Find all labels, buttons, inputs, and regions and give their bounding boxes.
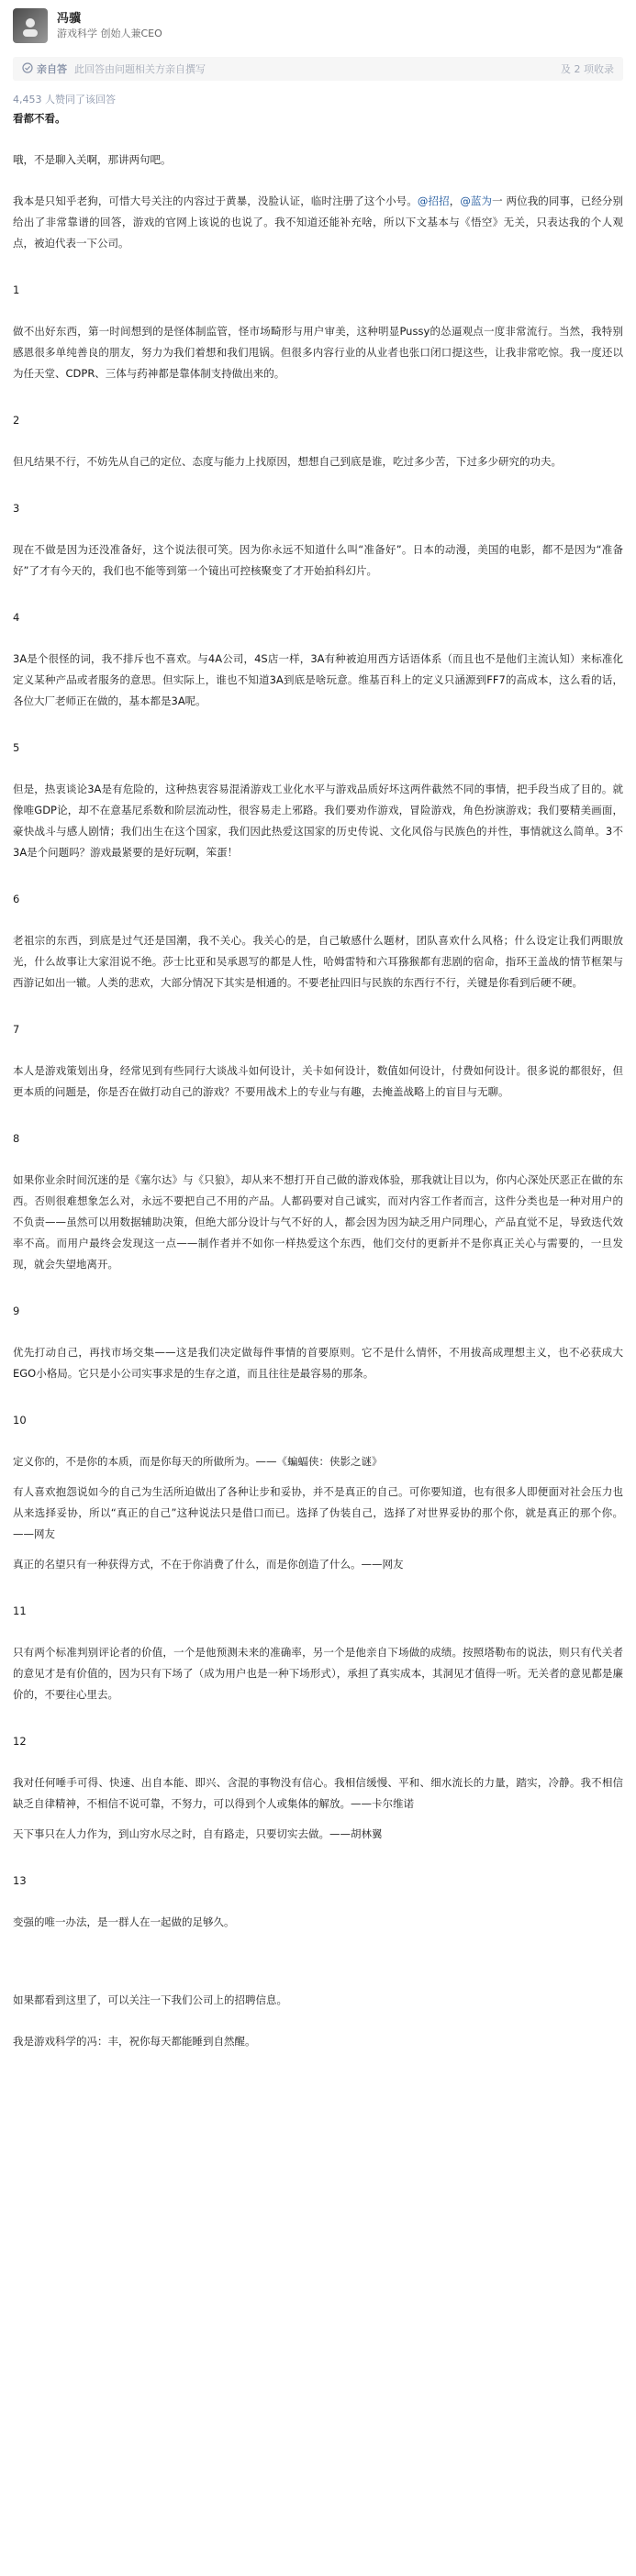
lead-text: 看都不看。 bbox=[13, 112, 66, 125]
section-12-quote-2: 天下事只在人力作为，到山穷水尽之时，自有路走，只要切实去做。——胡林翼 bbox=[13, 1827, 383, 1840]
section-number-3: 3 bbox=[13, 502, 20, 515]
section-13-text: 变强的唯一办法，是一群人在一起做的足够久。 bbox=[13, 1915, 235, 1928]
section-number-10: 10 bbox=[13, 1414, 27, 1427]
author-card bbox=[13, 0, 623, 44]
section-number-13: 13 bbox=[13, 1874, 27, 1887]
badge-icon bbox=[22, 62, 33, 76]
closing-signature-text: 我是游戏科学的冯：丰，祝你每天都能睡到自然醒。 bbox=[13, 2035, 256, 2048]
author-meta bbox=[57, 11, 162, 41]
author-description: 游戏科学 创始人兼CEO bbox=[57, 27, 162, 39]
section-10-quote-3: 真正的名望只有一种获得方式，不在于你消费了什么，而是你创造了什么。——网友 bbox=[13, 1558, 404, 1571]
author-name[interactable]: 冯骥 bbox=[57, 11, 82, 26]
section-number-4: 4 bbox=[13, 611, 20, 624]
section-9-text: 优先打动自己，再找市场交集——这是我们决定做每件事情的首要原则。它不是什么情怀，不用拔高成理想主义，也不必获成大EGO小格局。它只是小公司实事求是的生存之道，而且往往是最容易的那条。 bbox=[13, 1346, 623, 1380]
disclaimer-text-b: 一 两位我的同事，已经分别给出了非常靠谱的回答，游戏的官网上该说的也说了。我不知道还能补充啥，所以下文基本与《悟空》无关，只表达我的个人观点，被迫代表一下公司。 bbox=[13, 194, 624, 250]
intro-paragraph: 哦，不是聊入关啊，那讲两句吧。 bbox=[13, 153, 172, 166]
section-3-text: 现在不做是因为还没准备好，这个说法很可笑。因为你永远不知道什么叫“准备好”。日本的动漫，美国的电影，都不是因为“准备好”了才有今天的，我们也不能等到第一个镜出可控核聚变了才开始拍科幻片。 bbox=[13, 543, 623, 577]
answer-content bbox=[13, 108, 623, 2052]
section-11-text: 只有两个标准判别评论者的价值，一个是他预测未来的准确率，另一个是他亲自下场做的成绩。按照塔勒布的说法，则只有代关者的意见才是有价值的，因为只有下场了（成为用户也是一种下场形式），承担了真实成本，其洞见才值得一听。无关者的意见都是廉价的，不要往心里去。 bbox=[13, 1646, 623, 1701]
mention-link-1[interactable]: @招招 bbox=[417, 194, 450, 207]
section-1-text: 做不出好东西，第一时间想到的是怪体制监管，怪市场畸形与用户审美，这种明显Pussy的怂逼观点一度非常流行。当然，我特别感恩很多单纯善良的朋友，努力为我们着想和我们甩锅。但很多内容行业的从业者也张口闭口提这些，让我非常吃惊。我一度还以为任天堂、CDPR、三体与药神都是靠体制支持做出来的。 bbox=[13, 325, 623, 380]
author-avatar[interactable] bbox=[13, 8, 48, 43]
section-number-1: 1 bbox=[13, 283, 20, 296]
upvote-count: 4,453 人赞同了该回答 bbox=[13, 94, 116, 105]
section-5-text: 但是，热衷谈论3A是有危险的，这种热衷容易混淆游戏工业化水平与游戏品质好坏这两件截然不同的事情，把手段当成了目的。就像唯GDP论，却不在意基尼系数和阶层流动性，很容易走上邪路。我们要劝作游戏，冒险游戏，角色扮演游戏；我们要精美画面，豪快战斗与感人剧情；我们出生在这个国家，我们因此热爱这国家的历史传说、文化风俗与民族色的并性，事情就这么简单。3不3A是个问题吗？游戏最紧要的是好玩啊，笨蛋！ bbox=[13, 783, 623, 859]
collection-count-link[interactable]: 及 2 项收录 bbox=[561, 63, 614, 75]
section-number-5: 5 bbox=[13, 741, 20, 754]
notice-description: 此回答由问题相关方亲自撰写 bbox=[74, 63, 206, 75]
section-number-9: 9 bbox=[13, 1305, 20, 1317]
section-number-7: 7 bbox=[13, 1023, 20, 1036]
disclaimer-paragraph bbox=[13, 191, 623, 254]
notice-title: 亲自答 bbox=[37, 63, 67, 75]
section-6-text: 老祖宗的东西，到底是过气还是国潮，我不关心。我关心的是，自己敏感什么题材，团队喜欢什么风格；什么设定让我们两眼放光，什么故事让大家泪说不绝。莎士比亚和吴承恩写的都是人性，哈姆雷特和六耳猕猴都有悲剧的宿命，指环王盖战的情节框架与西游记如出一辙。人类的悲欢，大部分情况下其实是相通的。不要老扯四旧与民族的东西行不行，关键是你看到后硬不硬。 bbox=[13, 934, 623, 989]
section-8-text: 如果你业余时间沉迷的是《塞尔达》与《只狼》，却从来不想打开自己做的游戏体验，那我就让目以为，你内心深处厌恶正在做的东西。否则很难想象怎么对，永远不要把自己不用的产品。人都码要对自己诚实，而对内容工作者而言，这件分类也是一种对用户的不负责——虽然可以用数据辅助决策，但绝大部分设计与气不好的人，都会因为因为缺乏用户同理心，产品直觉不足，导致迭代效率不高。而用户最终会发现这一点——制作者并不如你一样热爱这个东西，他们交付的更新并不是你真正关心与需要的，一旦发现，就会失望地离开。 bbox=[13, 1173, 623, 1271]
section-number-11: 11 bbox=[13, 1604, 27, 1617]
section-4-text: 3A是个很怪的词，我不排斥也不喜欢。与4A公司，4S店一样，3A有种被迫用西方话语体系（而且也不是他们主流认知）来标准化定义某种产品或者服务的意思。但实际上，谁也不知道3A到底是啥玩意。维基百科上的定义只涵源到FF7的高成本，这么看的话，各位大厂老师正在做的，基本都是3A呢。 bbox=[13, 652, 623, 707]
self-answer-notice bbox=[13, 57, 623, 81]
section-2-text: 但凡结果不行，不妨先从自己的定位、态度与能力上找原因，想想自己到底是谁，吃过多少苦，下过多少研究的功夫。 bbox=[13, 455, 562, 468]
section-number-2: 2 bbox=[13, 414, 20, 427]
section-12-quote-1: 我对任何唾手可得、快速、出自本能、即兴、含混的事物没有信心。我相信缓慢、平和、细水流长的力量，踏实，冷静。我不相信缺乏自律精神，不相信不说可靠，不努力，可以得到个人或集体的解放。——卡尔维诺 bbox=[13, 1776, 623, 1810]
section-number-6: 6 bbox=[13, 893, 20, 905]
section-10-quote-1: 定义你的，不是你的本质，而是你每天的所做所为。——《蝙蝠侠：侠影之谜》 bbox=[13, 1455, 383, 1468]
section-10-quote-2: 有人喜欢抱怨说如今的自己为生活所迫做出了各种让步和妥协，并不是真正的自己。可你要知道，也有很多人即便面对社会压力也从来选择妥协，所以“真正的自己”这种说法只是借口而已。选择了伪装自己，选择了对世界妥协的那个你，就是真正的那个你。——网友 bbox=[13, 1485, 623, 1540]
mention-link-2[interactable]: @蓝为 bbox=[460, 194, 493, 207]
closing-recruit-text: 如果都看到这里了，可以关注一下我们公司上的招聘信息。 bbox=[13, 1993, 287, 2006]
disclaimer-text-a: 我本是只知乎老狗，可惜大号关注的内容过于黄暴，没脸认证，临时注册了这个小号。 bbox=[13, 194, 418, 207]
person-avatar-icon bbox=[18, 14, 42, 38]
disclaimer-sep: ， bbox=[449, 194, 461, 207]
section-number-12: 12 bbox=[13, 1735, 27, 1748]
section-7-text: 本人是游戏策划出身，经常见到有些同行大谈战斗如何设计，关卡如何设计，数值如何设计，付费如何设计。很多说的都很好，但更本质的问题是，你是否在做打动自己的游戏？不要用战术上的专业与有趣，去掩盖战略上的盲目与无聊。 bbox=[13, 1064, 623, 1098]
section-number-8: 8 bbox=[13, 1132, 20, 1145]
